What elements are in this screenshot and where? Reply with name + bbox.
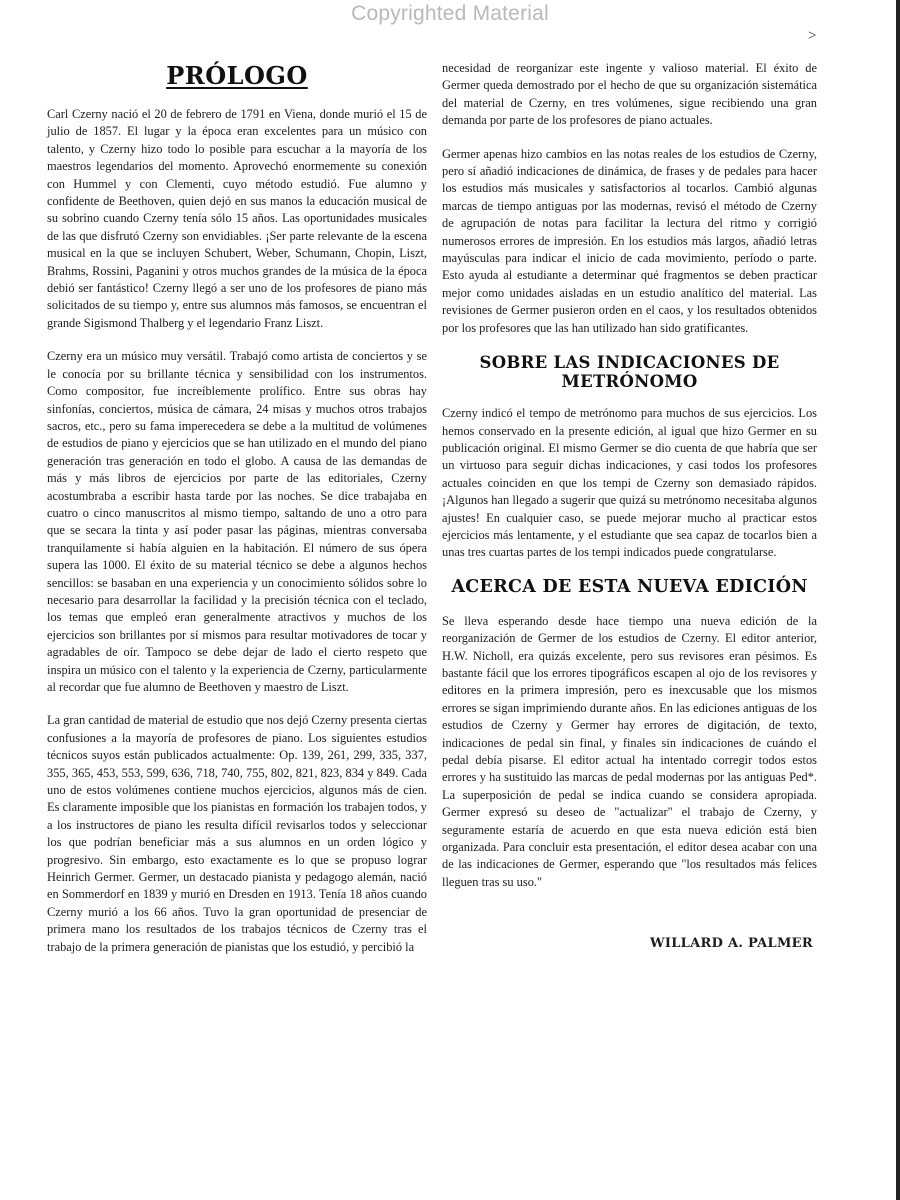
- paragraph-germer: La gran cantidad de material de estudio que nos dejó Czerny presenta ciertas confusiones a la mayoría de profesores de piano. Los siguientes estudios técnicos suyos están publicados actualmente: Op. 139, 261, 299, 335, 337, 355, 365, 453, 553, 599, 636, 718, 740, 755, 802, 821, 823, 834 y 849. Cada uno de estos volúmenes contiene muchos ejercicios, algunos más de cien. Es claramente imposible que los pianistas en formación los trabajen todos, y a los instructores de piano les resulta difícil revisarlos todos y seleccionar los que podrían beneficiar más a sus alumnos en un orden lógico y progresivo. Sin embargo, esto exactamente es lo que se propuso lograr Heinrich Germer. Germer, un destacado pianista y pedagogo alemán, nació en Sommerdorf en 1839 y murió en Dresden en 1913. Tenía 18 años cuando Czerny murió a los 66 años. Tuvo la gran oportunidad de presenciar de primera mano los resultados de los trabajos técnicos de Czerny tras el trabajo de la primera generación de pianistas que los estudió, y percibió la: [47, 713, 427, 954]
- paragraph-metronome: Czerny indicó el tempo de metrónomo para muchos de sus ejercicios. Los hemos conservado en la presente edición, al igual que hizo Germer en su publicación original. El mismo Germer se dio cuenta de que habría que ser un virtuoso para seguir dichas indicaciones, y casi todos los profesores actuales coinciden en que los tempi de Czerny son demasiado rápidos. ¡Algunos han llegado a sugerir que quizá su metrónomo necesitaba algunos ajustes! En cualquier caso, se puede mejorar mucho al practicar estos ejercicios más lentamente, y el estudiante que sea capaz de tocarlos bien a unas tres cuartas partes de los tempi indicados puede congratularse.: [442, 406, 817, 560]
- left-column: [47, 60, 427, 972]
- heading-new-edition: ACERCA DE ESTA NUEVA EDICIÓN: [451, 576, 808, 597]
- paragraph-biography: Carl Czerny nació el 20 de febrero de 1791 en Viena, donde murió el 15 de julio de 1857. El lugar y la época eran excelentes para un músico con talento, y Czerny hizo todo lo posible para escuchar a la mayoría de los maestros legendarios del momento. Aprovechó enormemente su conexión con Hummel y con Clementi, cuyo método estudió. Fue alumno y confidente de Beethoven, quien dejó en sus manos la educación musical de su sobrino cuando Czerny tenía sólo 15 años. Las oportunidades musicales de las que disfrutó Czerny son envidiables. ¡Ser parte relevante de la escena musical en la que se incluyen Schubert, Weber, Schumann, Chopin, Liszt, Brahms, Rossini, Paganini y otros muchos grandes de la música de la época debió ser fantástico! Czerny llegó a ser uno de los profesores de piano más solicitados de su tiempo y, entre sus alumnos más famosos, se encuentran el grande Sigismond Thalberg y el legendario Franz Liszt.: [47, 107, 427, 330]
- copyright-watermark: Copyrighted Material: [351, 2, 549, 25]
- paragraph-continuation: necesidad de reorganizar este ingente y valioso material. El éxito de Germer queda demostrado por el hecho de que su organización sistemática del material de Czerny, en tres volúmenes, sigue recibiendo una gran demanda por parte de los profesores de piano actuales.: [442, 61, 817, 128]
- paragraph-versatility: Czerny era un músico muy versátil. Trabajó como artista de conciertos y se le conocía por su brillante técnica y sensibilidad con los instrumentos. Como compositor, fue increíblemente prolífico. Entre sus obras hay sinfonías, conciertos, música de cámara, 24 misas y muchos otros trabajos sacros, etc., pero su fama imperecedera se debe a la multitud de volúmenes de estudios de piano y ejercicios que se han utilizado en el mundo del piano generación tras generación en todo el globo. A causa de las demandas de más y más libros de ejercicios por parte de las editoriales, Czerny acostumbraba a escribir hasta tarde por las noches. Se dice trabajaba en cuatro o cinco manuscritos al mismo tiempo, saltando de uno a otro para que se secara la tinta y así poder pasar las páginas, mientras conversaba tranquilamente si había alguien en la habitación. El número de sus ópera supera las 1000. El éxito de su material técnico se debe a algunos hechos sencillos: se basaban en una experiencia y un conocimiento sólidos sobre lo necesario para desarrollar la facilidad y la precisión técnica con el teclado, los temas que empleó eran generalmente atractivos y muchos de los ejercicios son brillantes por sí mismos para resultar motivadores de tocar y agradables de oír. Tampoco se debe dejar de lado el cierto respeto que inspira un músico con el talento y la experiencia de Czerny, particularmente al recordar que fue alumno de Beethoven y maestro de Liszt.: [47, 349, 427, 694]
- heading-metronome: SOBRE LAS INDICACIONES DE METRÓNOMO: [479, 353, 780, 392]
- page-title: PRÓLOGO: [166, 61, 308, 90]
- paragraph-germer-changes: Germer apenas hizo cambios en las notas reales de los estudios de Czerny, pero sí añadió indicaciones de dinámica, de frases y de pedales para hacer los estudios más musicales y satisfactorios al tocarlos. Cambió algunas marcas de tiempo antiguas por las modernas, revisó el método de Czerny de agrupación de notas para facilitar la lectura del ritmo y corrigió numerosos errores de impresión. En los estudios más largos, añadió letras mayúsculas para indicar el inicio de cada movimiento, período o parte. Esto ayuda al estudiante a determinar qué fragmentos se deben practicar mejor como unidades aisladas en un estudio analítico del material. Las revisiones de Germer pusieron orden en el caos, y los resultados obtenidos por los profesores que las han utilizado han sido gratificantes.: [442, 146, 817, 335]
- page-arrow-mark: >: [808, 28, 817, 44]
- right-column: [442, 60, 817, 953]
- paragraph-new-edition: Se lleva esperando desde hace tiempo una nueva edición de la reorganización de Germer de los estudios de Czerny. El editor anterior, H.W. Nicholl, era quizás excelente, pero sus revisores eran pésimos. Es bastante fácil que los errores tipográficos escapen al ojo de los revisores y editores en la primera impresión, pero es inexcusable que los mismos errores se sigan imprimiendo durante años. En las ediciones antiguas de los estudios de Czerny y Germer hay errores de digitación, de texto, indicaciones de pedal sin final, y finales sin indicaciones de cuándo el pedal debía pisarse. El editor actual ha intentado corregir todos estos errores y ha sustituido las marcas de pedal modernas por las antiguas Ped*. La superposición de pedal se indica cuando se considera apropiada. Germer expresó su deseo de "actualizar" el trabajo de Czerny, y seguramente estaría de acuerdo en que esta nueva edición está bien organizada. Para concluir esta presentación, el editor desea acabar con una de las indicaciones de Germer, esperando que "los resultados más felices lleguen tras su uso.": [442, 613, 817, 889]
- author-signature: WILLARD A. PALMER: [649, 936, 813, 952]
- page-edge-rule: [896, 0, 900, 1200]
